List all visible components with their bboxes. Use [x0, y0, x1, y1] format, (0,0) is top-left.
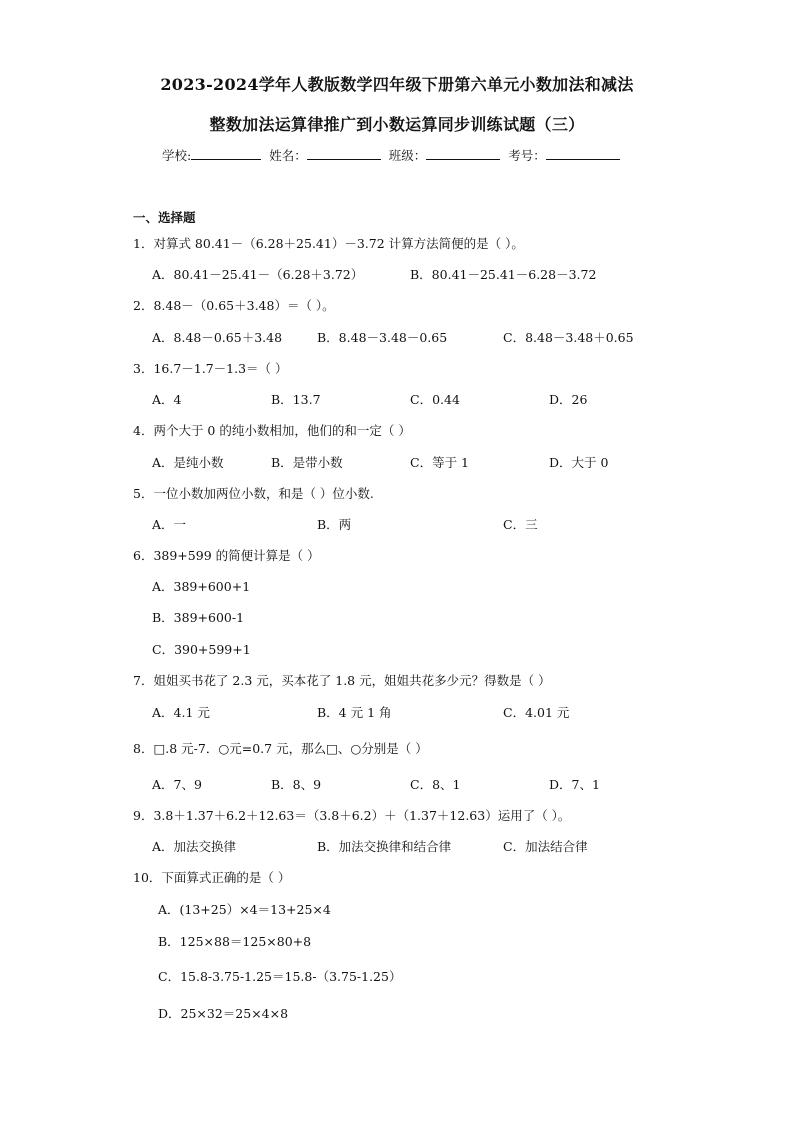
q4-option-b[interactable]: B．是带小数: [271, 455, 343, 470]
q1-option-a[interactable]: A．80.41－25.41－（6.28＋3.72）: [152, 267, 364, 282]
q9-option-a[interactable]: A．加法交换律: [152, 839, 237, 854]
question-2: 2．8.48－（0.65＋3.48）＝（ ）。: [133, 298, 335, 313]
q6-option-c[interactable]: C．390+599+1: [152, 642, 251, 657]
q9-option-c[interactable]: C．加法结合律: [503, 839, 588, 854]
q10-option-c[interactable]: C．15.8-3.75-1.25＝15.8-（3.75-1.25）: [158, 969, 402, 984]
q8-option-d[interactable]: D．7、1: [549, 777, 600, 792]
question-5: 5．一位小数加两位小数，和是（ ）位小数.: [133, 486, 374, 501]
question-4: 4．两个大于 0 的纯小数相加，他们的和一定（ ）: [133, 423, 411, 438]
q3-option-c[interactable]: C．0.44: [410, 392, 460, 407]
q3-option-a[interactable]: A．4: [152, 392, 182, 407]
student-info-line: [162, 146, 624, 164]
q9-option-b[interactable]: B．加法交换律和结合律: [317, 839, 452, 854]
school-blank[interactable]: [191, 146, 261, 160]
q3-option-b[interactable]: B．13.7: [271, 392, 321, 407]
question-3: 3．16.7－1.7－1.3＝（ ）: [133, 361, 288, 376]
question-8: 8．□.8 元-7．○元=0.7 元，那么□、○分别是（ ）: [133, 741, 428, 756]
title-line-1: 2023-2024学年人教版数学四年级下册第六单元小数加法和减法: [160, 75, 634, 94]
question-6: 6．389+599 的简便计算是（ ）: [133, 548, 320, 563]
question-9: 9．3.8＋1.37＋6.2＋12.63＝（3.8＋6.2）＋（1.37＋12.63）运用了（ ）。: [133, 808, 571, 823]
q5-option-b[interactable]: B．两: [317, 517, 352, 532]
school-label: 学校:: [162, 148, 192, 163]
q4-option-d[interactable]: D．大于 0: [549, 455, 609, 470]
q10-option-d[interactable]: D．25×32＝25×4×8: [158, 1006, 289, 1021]
exam-no-label: 考号：: [508, 148, 546, 163]
section-title: 一、选择题: [133, 210, 196, 225]
q3-option-d[interactable]: D．26: [549, 392, 588, 407]
question-1: 1．对算式 80.41－（6.28＋25.41）－3.72 计算方法简便的是（ ）。: [133, 236, 524, 251]
question-10: 10．下面算式正确的是（ ）: [133, 870, 291, 885]
q5-option-c[interactable]: C．三: [503, 517, 538, 532]
q2-option-b[interactable]: B．8.48－3.48－0.65: [317, 330, 448, 345]
q7-option-a[interactable]: A．4.1 元: [152, 705, 210, 720]
class-blank[interactable]: [426, 146, 500, 160]
exam-no-blank[interactable]: [546, 146, 620, 160]
name-blank[interactable]: [307, 146, 381, 160]
q2-option-c[interactable]: C．8.48－3.48＋0.65: [503, 330, 634, 345]
q7-option-b[interactable]: B．4 元 1 角: [317, 705, 392, 720]
q8-option-a[interactable]: A．7、9: [152, 777, 202, 792]
q5-option-a[interactable]: A．一: [152, 517, 187, 532]
q6-option-a[interactable]: A．389+600+1: [152, 579, 251, 594]
q8-option-b[interactable]: B．8、9: [271, 777, 322, 792]
q2-option-a[interactable]: A．8.48－0.65＋3.48: [152, 330, 283, 345]
class-label: 班级：: [388, 148, 427, 163]
q8-option-c[interactable]: C．8、1: [410, 777, 461, 792]
question-7: 7．姐姐买书花了 2.3 元，买本花了 1.8 元，姐姐共花多少元？得数是（ ）: [133, 673, 551, 688]
title-line-2: 整数加法运算律推广到小数运算同步训练试题（三）: [209, 115, 585, 134]
name-label: 姓名：: [269, 148, 307, 163]
q4-option-c[interactable]: C．等于 1: [410, 455, 469, 470]
q4-option-a[interactable]: A．是纯小数: [152, 455, 224, 470]
q6-option-b[interactable]: B．389+600-1: [152, 610, 245, 625]
q7-option-c[interactable]: C．4.01 元: [503, 705, 570, 720]
q1-option-b[interactable]: B．80.41－25.41－6.28－3.72: [410, 267, 597, 282]
q10-option-a[interactable]: A．(13+25）×4＝13+25×4: [158, 902, 331, 917]
q10-option-b[interactable]: B．125×88＝125×80+8: [158, 934, 312, 949]
